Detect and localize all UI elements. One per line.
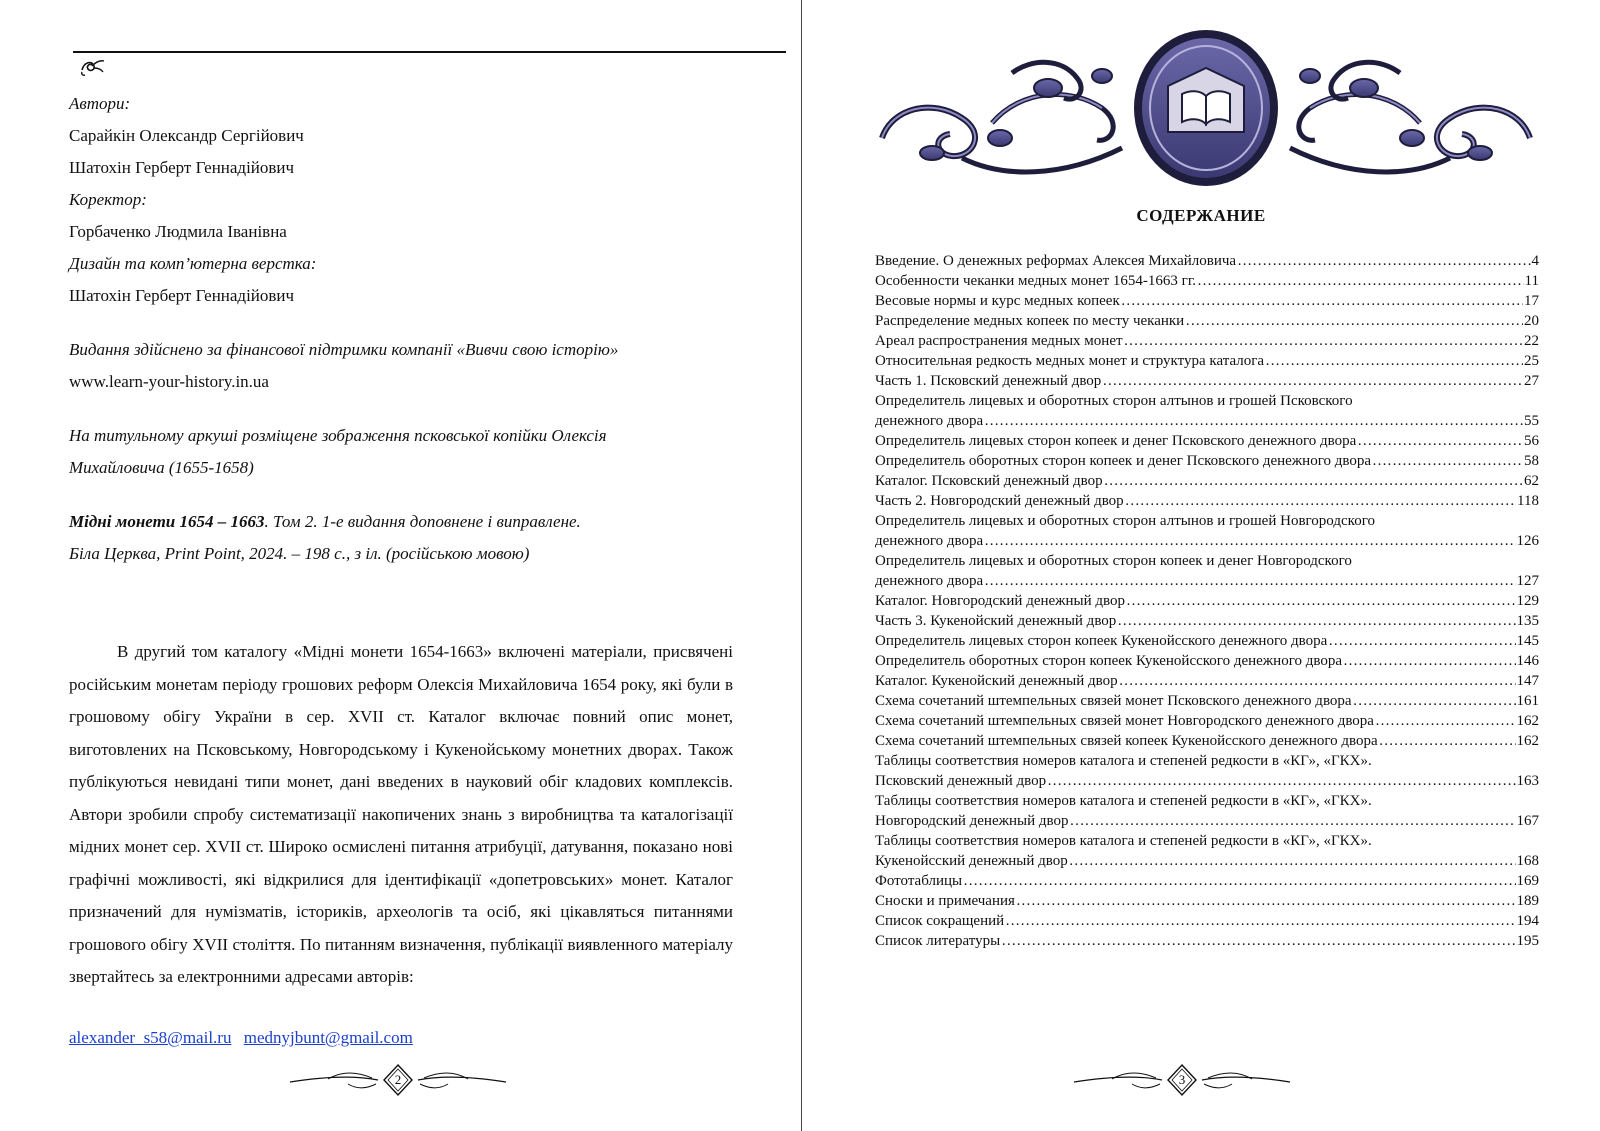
toc-entry-title: Распределение медных копеек по месту чеканки: [875, 313, 1185, 329]
toc-leader-dots: [1047, 771, 1515, 791]
toc-entry-page: 163: [1516, 773, 1539, 789]
toc-entry[interactable]: [875, 611, 1539, 631]
book-citation: [69, 506, 729, 538]
toc-entry-title: Новгородский денежный двор: [875, 813, 1069, 829]
toc-leader-dots: [1379, 731, 1516, 751]
toc-entry[interactable]: [875, 291, 1539, 311]
toc-leader-dots: [1117, 611, 1515, 631]
toc-leader-dots: [1104, 471, 1523, 491]
toc-entry[interactable]: [875, 831, 1539, 871]
toc-entry-page: 126: [1516, 533, 1539, 549]
book-publisher: Біла Церква, Print Point, 2024. – 198 с., з іл. (російською мовою): [69, 544, 530, 563]
toc-entry-page: 162: [1516, 713, 1539, 729]
right-page: [802, 0, 1600, 1131]
toc-entry-page: 25: [1524, 353, 1539, 369]
toc-entry-title: Схема сочетаний штемпельных связей монет Псковского денежного двора: [875, 693, 1352, 709]
corrector-name: Горбаченко Людмила Іванівна: [69, 222, 287, 241]
imprint-block: [69, 88, 729, 570]
toc-entry-title: Часть 3. Кукенойский денежный двор: [875, 613, 1117, 629]
toc-entry[interactable]: [875, 871, 1539, 891]
page-number: 2: [394, 1072, 402, 1087]
toc-entry[interactable]: [875, 551, 1539, 591]
toc-entry-title: Определитель оборотных сторон копеек Кукенойсского денежного двора: [875, 653, 1342, 669]
book-title: Мідні монети 1654 – 1663: [69, 512, 265, 531]
toc-entry-first-line: Определитель лицевых и оборотных сторон алтынов и грошей Псковского: [875, 393, 1353, 409]
toc-entry-page: 62: [1524, 473, 1539, 489]
toc-entry-title: Ареал распространения медных монет: [875, 333, 1123, 349]
toc-entry-page: 161: [1516, 693, 1539, 709]
toc-entry-page: 20: [1524, 313, 1539, 329]
toc-leader-dots: [1069, 851, 1516, 871]
toc-entry[interactable]: [875, 791, 1539, 831]
toc-leader-dots: [1185, 311, 1523, 331]
toc-leader-dots: [1197, 271, 1524, 291]
toc-leader-dots: [1016, 891, 1516, 911]
flourish-icon: [78, 54, 106, 78]
toc-entry-page: 168: [1516, 853, 1539, 869]
toc-entry-title: Кукенойсский денежный двор: [875, 853, 1068, 869]
cover-note: На титульному аркуші розміщене зображення псковської копійки Олексія: [69, 426, 607, 445]
toc-leader-dots: [984, 571, 1515, 591]
toc-entry-page: 11: [1524, 273, 1539, 289]
toc-entry-title: Каталог. Новгородский денежный двор: [875, 593, 1126, 609]
design-label: Дизайн та комп’ютерна верстка:: [69, 254, 317, 273]
open-book-icon: [1182, 91, 1230, 124]
toc-entry[interactable]: [875, 371, 1539, 391]
toc-title: СОДЕРЖАНИЕ: [1136, 206, 1266, 225]
toc-entry[interactable]: [875, 391, 1539, 431]
toc-entry[interactable]: [875, 931, 1539, 951]
toc-entry[interactable]: [875, 711, 1539, 731]
toc-leader-dots: [1119, 671, 1516, 691]
toc-entry-page: 145: [1516, 633, 1539, 649]
book-edition: . Том 2. 1-е видання доповнене і виправлене.: [264, 512, 581, 531]
toc-entry-page: 17: [1524, 293, 1539, 309]
toc-entry-page: 194: [1516, 913, 1539, 929]
toc-entry-first-line: Таблицы соответствия номеров каталога и степеней редкости в «КГ», «ГКХ».: [875, 833, 1372, 849]
toc-entry[interactable]: [875, 271, 1539, 291]
toc-entry[interactable]: [875, 511, 1539, 551]
toc-leader-dots: [1265, 351, 1523, 371]
toc-entry-title: Псковский денежный двор: [875, 773, 1047, 789]
toc-entry[interactable]: [875, 451, 1539, 471]
toc-entry-page: 162: [1516, 733, 1539, 749]
authors-label: Автори:: [69, 94, 131, 113]
website-text: www.learn-your-history.in.ua: [69, 372, 269, 391]
toc-entry-page: 167: [1516, 813, 1539, 829]
toc-leader-dots: [1126, 591, 1515, 611]
toc-leader-dots: [963, 871, 1515, 891]
toc-leader-dots: [1372, 451, 1523, 471]
sponsor-text: Видання здійснено за фінансової підтримки компанії «Вивчи свою історію»: [69, 340, 619, 359]
toc-leader-dots: [984, 531, 1515, 551]
toc-leader-dots: [1124, 331, 1523, 351]
toc-leader-dots: [1353, 691, 1516, 711]
cover-note: Михайловича (1655-1658): [69, 458, 254, 477]
toc-leader-dots: [1343, 651, 1516, 671]
toc-entry[interactable]: [875, 691, 1539, 711]
toc-entry-title: денежного двора: [875, 573, 984, 589]
top-rule: [73, 51, 786, 53]
toc-entry-page: 22: [1524, 333, 1539, 349]
toc-entry-first-line: Таблицы соответствия номеров каталога и степеней редкости в «КГ», «ГКХ».: [875, 793, 1372, 809]
toc-leader-dots: [1069, 811, 1515, 831]
toc-leader-dots: [1005, 911, 1515, 931]
toc-entry-page: 169: [1516, 873, 1539, 889]
toc-entry-title: Определитель оборотных сторон копеек и денег Псковского денежного двора: [875, 453, 1371, 469]
page-number: 3: [1178, 1072, 1186, 1087]
toc-entry-title: Определитель лицевых сторон копеек и денег Псковского денежного двора: [875, 433, 1357, 449]
toc-entry-title: денежного двора: [875, 413, 984, 429]
toc-entry[interactable]: [875, 751, 1539, 791]
email-link[interactable]: mednyjbunt@gmail.com: [243, 1028, 413, 1047]
designer-name: Шатохін Герберт Геннадійович: [69, 286, 295, 305]
header-ornament: [872, 28, 1540, 188]
toc-entry[interactable]: [875, 471, 1539, 491]
toc-entry-first-line: Определитель лицевых и оборотных сторон копеек и денег Новгородского: [875, 553, 1352, 569]
toc-entry-title: Весовые нормы и курс медных копеек: [875, 293, 1120, 309]
author-name: Сарайкін Олександр Сергійович: [69, 126, 304, 145]
toc-entry[interactable]: [875, 891, 1539, 911]
toc-entry-title: Определитель лицевых сторон копеек Кукенойсского денежного двора: [875, 633, 1328, 649]
toc-entry-page: 135: [1516, 613, 1539, 629]
page-number-ornament: [1072, 1062, 1292, 1098]
toc-entry[interactable]: [875, 651, 1539, 671]
corrector-label: Коректор:: [69, 190, 147, 209]
toc-leader-dots: [1121, 291, 1523, 311]
author-emails: [69, 1028, 421, 1048]
toc-entry-first-line: Таблицы соответствия номеров каталога и степеней редкости в «КГ», «ГКХ».: [875, 753, 1372, 769]
toc-entry-title: Список литературы: [875, 933, 1001, 949]
toc-entry-title: Сноски и примечания: [875, 893, 1015, 909]
page-number-ornament: [288, 1062, 508, 1098]
toc-entry-page: 127: [1516, 573, 1539, 589]
toc-entry-title: Схема сочетаний штемпельных связей монет Новгородского денежного двора: [875, 713, 1374, 729]
toc-entry-page: 27: [1524, 373, 1539, 389]
toc-entry[interactable]: [875, 671, 1539, 691]
abstract-paragraph: В другий том каталогу «Мідні монети 1654-1663» включені матеріали, присвячені російським монетам періоду грошових реформ Олексія Михайловича 1654 року, які були в грошовому обігу України в сер. XVII ст. Каталог включає повний опис монет, виготовлених на Псковському, Новгородському і Кукенойському монетних дворах. Також публікуються невидані типи монет, дані введених в науковий обіг кладових комплексів. Автори зробили спробу систематизації накопичених знань з виробництва та каталогізації мідних монет сер. XVII ст. Широко осмислені питання атрибуції, датування, показано нові графічні можливості, які відкрилися для ідентифікації «допетровських» монет. Каталог призначений для нумізматів, істориків, археологів та осіб, які цікавляться питаннями грошового обігу XVII століття. По питанням визначення, публікації виявленного матеріалу звертайтесь за електронними адресами авторів:: [69, 642, 733, 986]
toc-entry-title: Каталог. Кукенойский денежный двор: [875, 673, 1118, 689]
toc-entry-title: Схема сочетаний штемпельных связей копеек Кукенойсского денежного двора: [875, 733, 1378, 749]
toc-entry[interactable]: [875, 631, 1539, 651]
toc-leader-dots: [1375, 711, 1516, 731]
toc-entry[interactable]: [875, 911, 1539, 931]
toc-entry-page: 58: [1524, 453, 1539, 469]
toc-leader-dots: [1237, 251, 1530, 271]
toc-entry-page: 195: [1516, 933, 1539, 949]
toc-entry-page: 147: [1516, 673, 1539, 689]
toc-entry-title: Особенности чеканки медных монет 1654-1663 гг.: [875, 273, 1197, 289]
toc-entry-page: 189: [1516, 893, 1539, 909]
toc-entry[interactable]: [875, 491, 1539, 511]
toc-entry[interactable]: [875, 431, 1539, 451]
toc-leader-dots: [1125, 491, 1516, 511]
toc-entry[interactable]: [875, 331, 1539, 351]
toc-entry[interactable]: [875, 251, 1539, 271]
toc-entry-title: Относительная редкость медных монет и структура каталога: [875, 353, 1265, 369]
toc-entry[interactable]: [875, 311, 1539, 331]
toc-entry[interactable]: [875, 591, 1539, 611]
toc-entry-title: Список сокращений: [875, 913, 1005, 929]
toc-entry-title: Часть 1. Псковский денежный двор: [875, 373, 1102, 389]
toc-entry-page: 56: [1524, 433, 1539, 449]
toc-entry-page: 118: [1517, 493, 1539, 509]
toc-entry-page: 146: [1516, 653, 1539, 669]
toc-entry-page: 55: [1524, 413, 1539, 429]
toc-entry[interactable]: [875, 351, 1539, 371]
toc-leader-dots: [984, 411, 1523, 431]
table-of-contents: [875, 251, 1539, 951]
toc-entry-title: Введение. О денежных реформах Алексея Михайловича: [875, 253, 1237, 269]
toc-entry-title: денежного двора: [875, 533, 984, 549]
toc-leader-dots: [1357, 431, 1523, 451]
toc-leader-dots: [1001, 931, 1515, 951]
toc-entry-first-line: Определитель лицевых и оборотных сторон алтынов и грошей Новгородского: [875, 513, 1375, 529]
author-name: Шатохін Герберт Геннадійович: [69, 158, 295, 177]
toc-entry-title: Часть 2. Новгородский денежный двор: [875, 493, 1124, 509]
toc-entry-page: 129: [1516, 593, 1539, 609]
toc-leader-dots: [1102, 371, 1523, 391]
toc-entry-page: 4: [1531, 253, 1539, 269]
toc-entry-title: Фототаблицы: [875, 873, 963, 889]
toc-entry[interactable]: [875, 731, 1539, 751]
toc-leader-dots: [1328, 631, 1515, 651]
toc-entry-title: Каталог. Псковский денежный двор: [875, 473, 1103, 489]
email-link[interactable]: alexander_s58@mail.ru: [69, 1028, 232, 1047]
